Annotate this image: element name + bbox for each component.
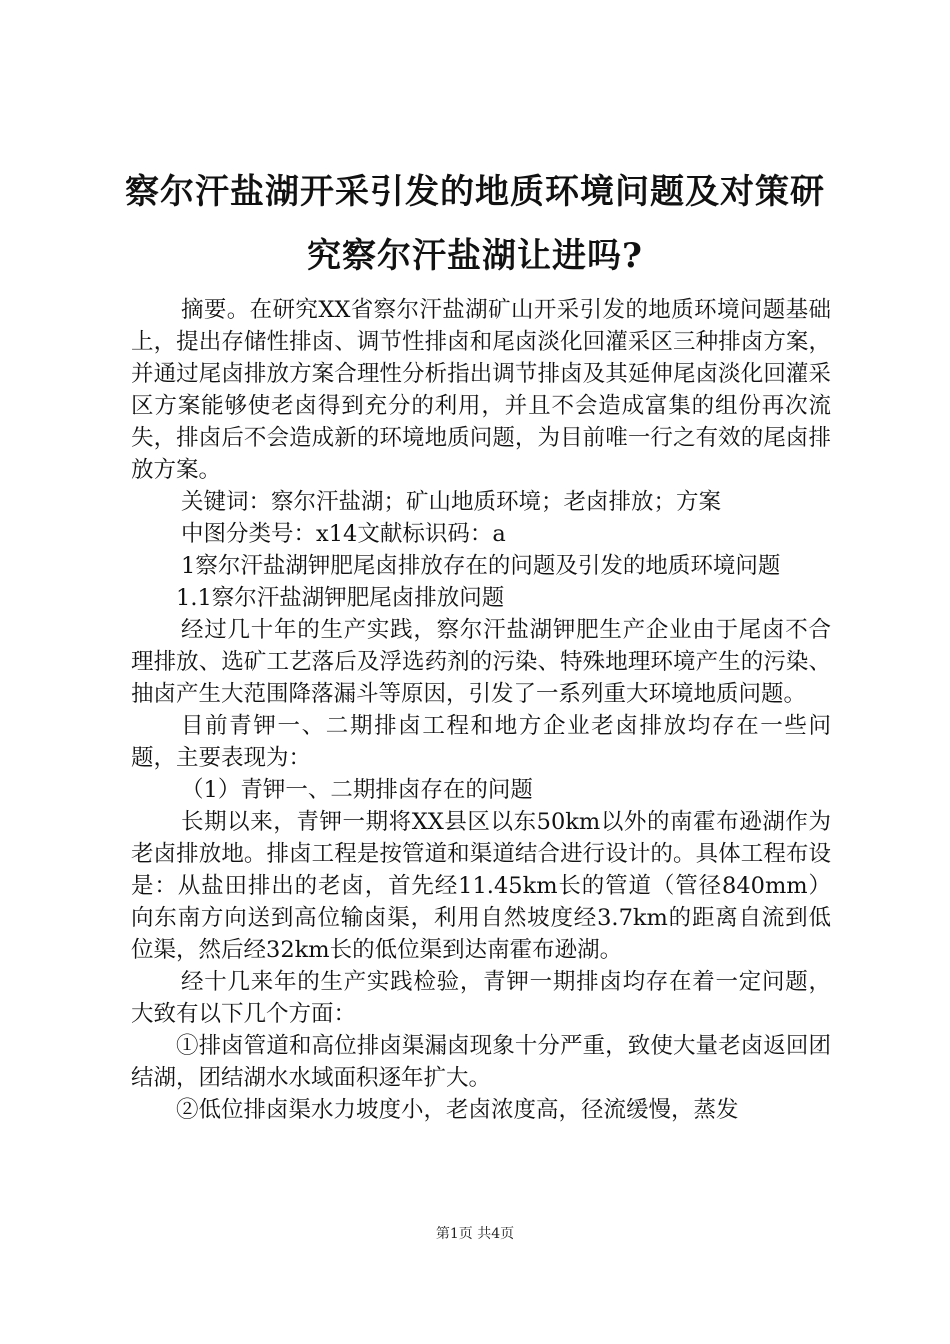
body-paragraph: 经过几十年的生产实践，察尔汗盐湖钾肥生产企业由于尾卤不合理排放、选矿工艺落后及浮选药剂的污染、特殊地理环境产生的污染、抽卤产生大范围降落漏斗等原因，引发了一系列重大环境地质问题。 [131, 617, 831, 707]
list-item: ②低位排卤渠水力坡度小，老卤浓度高，径流缓慢，蒸发 [176, 1097, 739, 1123]
body-paragraph: 经十几来年的生产实践检验，青钾一期排卤均存在着一定问题，大致有以下几个方面： [131, 969, 831, 1027]
list-heading: （1）青钾一、二期排卤存在的问题 [181, 777, 533, 803]
subsection-heading-1-1: 1.1察尔汗盐湖钾肥尾卤排放问题 [176, 585, 505, 611]
list-item: ①排卤管道和高位排卤渠漏卤现象十分严重，致使大量老卤返回团结湖，团结湖水水域面积逐年扩大。 [131, 1033, 831, 1091]
document-body [131, 294, 831, 1126]
body-paragraph: 长期以来，青钾一期将XX县区以东50km以外的南霍布逊湖作为老卤排放地。排卤工程是按管道和渠道结合进行设计的。具体工程布设是：从盐田排出的老卤，首先经11.45km长的管道（管径840mm）向东南方向送到高位输卤渠，利用自然坡度经3.7km的距离自流到低位渠，然后经32km长的低位渠到达南霍布逊湖。 [131, 809, 831, 963]
abstract-paragraph: 摘要。在研究XX省察尔汗盐湖矿山开采引发的地质环境问题基础上，提出存储性排卤、调节性排卤和尾卤淡化回灌采区三种排卤方案，并通过尾卤排放方案合理性分析指出调节排卤及其延伸尾卤淡化回灌采区方案能够使老卤得到充分的利用，并且不会造成富集的组份再次流失，排卤后不会造成新的环境地质问题，为目前唯一行之有效的尾卤排放方案。 [131, 297, 831, 483]
section-heading-1: 1察尔汗盐湖钾肥尾卤排放存在的问题及引发的地质环境问题 [181, 553, 781, 579]
page-footer: 第1页 共4页 [435, 1226, 515, 1242]
keywords-line: 关键词：察尔汗盐湖；矿山地质环境；老卤排放；方案 [181, 489, 722, 515]
document-title: 察尔汗盐湖开采引发的地质环境问题及对策研究察尔汗盐湖让进吗? [125, 172, 825, 276]
classification-line: 中图分类号：x14文献标识码：a [181, 521, 506, 547]
body-paragraph: 目前青钾一、二期排卤工程和地方企业老卤排放均存在一些问题，主要表现为： [131, 713, 831, 771]
